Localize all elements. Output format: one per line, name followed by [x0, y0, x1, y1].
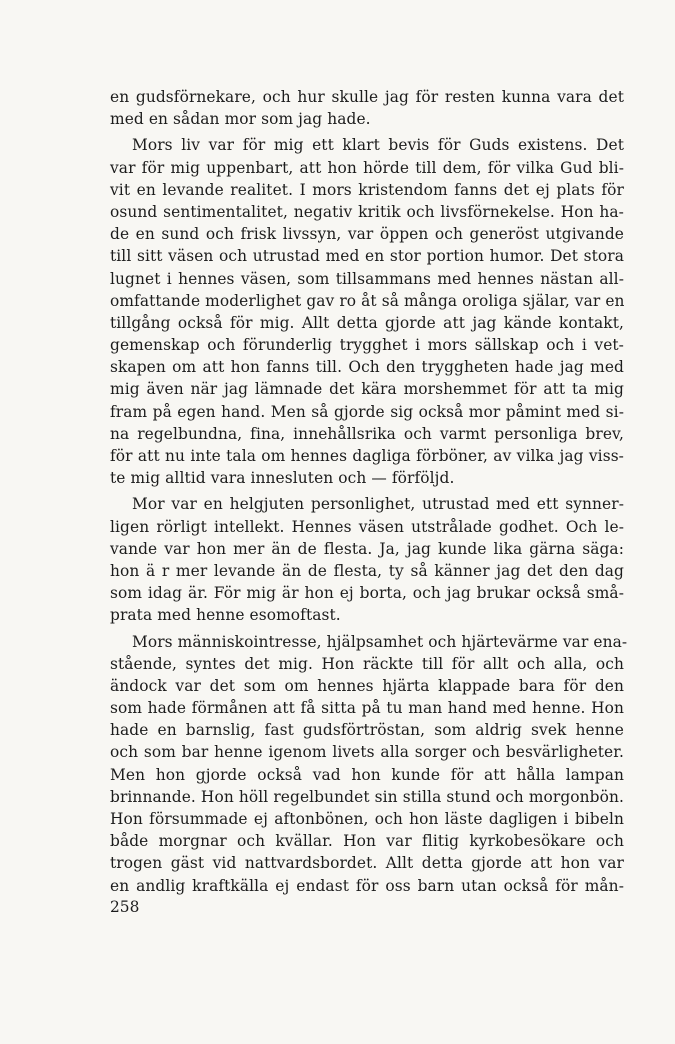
body-text: [110, 86, 628, 897]
text-line: prata med henne esomoftast.: [110, 606, 341, 625]
paragraph: [110, 493, 624, 626]
paragraph: [110, 631, 628, 897]
text-line: en gudsförnekare, och hur skulle jag för resten kunna vara det: [110, 88, 624, 106]
text-line: Mor var en helgjuten personlighet, utrustad med ett synner-: [132, 495, 624, 514]
text-line: na regelbundna, fina, innehållsrika och varmt personliga brev,: [110, 424, 624, 443]
paragraph: [110, 86, 624, 130]
text-line: lugnet i hennes väsen, som tillsammans med hennes nästan all-: [110, 269, 624, 288]
text-line: för att nu inte tala om hennes dagliga förböner, av vilka jag viss-: [110, 447, 624, 465]
text-line: de en sund och frisk livssyn, var öppen och generöst utgivande: [110, 225, 624, 244]
text-line: fram på egen hand. Men så gjorde sig också mor påmint med si-: [110, 402, 624, 421]
paragraph: [110, 134, 624, 489]
text-line: som idag är. För mig är hon ej borta, och jag brukar också små-: [110, 584, 624, 603]
text-line: och som bar henne igenom livets alla sorger och besvärligheter.: [110, 743, 624, 762]
text-line: ändock var det som om hennes hjärta klappade bara för den: [110, 676, 624, 695]
text-line: som hade förmånen att få sitta på tu man hand med henne. Hon: [110, 699, 624, 718]
text-line: både morgnar och kvällar. Hon var flitig kyrkobesökare och: [110, 832, 624, 851]
text-line: osund sentimentalitet, negativ kritik och livsförnekelse. Hon ha-: [110, 202, 624, 221]
text-line: omfattande moderlighet gav ro åt så många oroliga själar, var en: [110, 291, 625, 310]
text-line: hon ä r mer levande än de flesta, ty så känner jag det den dag: [110, 561, 624, 580]
text-line: en andlig kraftkälla ej endast för oss barn utan också för mån-: [110, 876, 624, 895]
text-line: te mig alltid vara innesluten och — förföljd.: [110, 469, 455, 488]
text-line: Mors människointresse, hjälpsamhet och hjärtevärme var ena-: [132, 632, 628, 651]
text-line: gemenskap och förunderlig trygghet i mors sällskap och i vet-: [110, 336, 624, 355]
text-line: vande var hon mer än de flesta. Ja, jag kunde lika gärna säga:: [110, 539, 624, 558]
text-line: brinnande. Hon höll regelbundet sin stilla stund och morgonbön.: [110, 787, 624, 806]
text-line: mig även när jag lämnade det kära morshemmet för att ta mig: [110, 380, 624, 399]
text-line: Men hon gjorde också vad hon kunde för att hålla lampan: [110, 765, 624, 784]
text-line: skapen om att hon fanns till. Och den tryggheten hade jag med: [110, 358, 624, 377]
text-line: med en sådan mor som jag hade.: [110, 110, 371, 129]
page-number: 258: [110, 898, 140, 916]
text-line: stående, syntes det mig. Hon räckte till för allt och alla, och: [110, 654, 624, 673]
text-line: vit en levande realitet. I mors kristendom fanns det ej plats för: [110, 180, 624, 199]
text-line: till sitt väsen och utrustad med en stor portion humor. Det stora: [110, 247, 624, 266]
text-line: var för mig uppenbart, att hon hörde till dem, för vilka Gud bli-: [110, 158, 624, 177]
text-line: ligen rörligt intellekt. Hennes väsen utstrålade godhet. Och le-: [110, 517, 624, 536]
text-line: Mors liv var för mig ett klart bevis för Guds existens. Det: [132, 136, 624, 155]
text-line: Hon försummade ej aftonbönen, och hon läste dagligen i bibeln: [110, 810, 624, 828]
text-line: tillgång också för mig. Allt detta gjorde att jag kände kontakt,: [110, 313, 624, 332]
text-line: hade en barnslig, fast gudsförtröstan, som aldrig svek henne: [110, 721, 624, 740]
text-line: trogen gäst vid nattvardsbordet. Allt detta gjorde att hon var: [110, 854, 624, 873]
